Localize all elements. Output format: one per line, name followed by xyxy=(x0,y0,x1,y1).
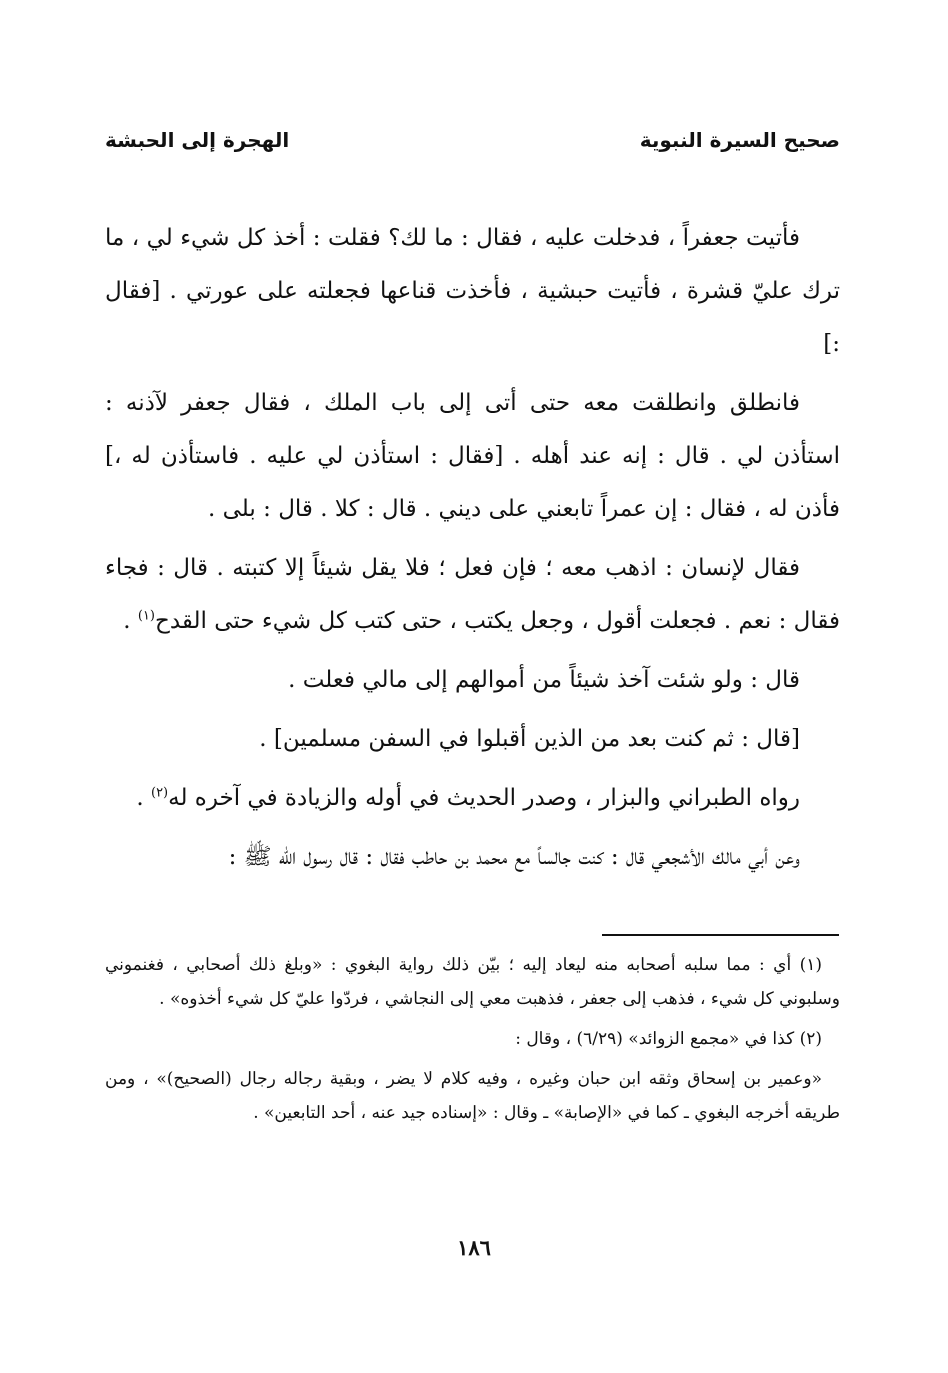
footnote-2-continuation: «وعمير بن إسحاق وثقه ابن حبان وغيره ، وفيه كلام لا يضر ، وبقية رجاله رجال (الصحيح)» ، ومن طريقه أخرجه البغوي ـ كما في «الإصابة» ـ وقال : «إسناده جيد عنه ، أحد التابعين» . xyxy=(105,1069,840,1123)
page-number: ١٨٦ xyxy=(457,1235,491,1260)
running-header xyxy=(105,128,840,168)
paragraph-6-end: . xyxy=(136,785,151,811)
paragraph-5: [قال : ثم كنت بعد من الذين أقبلوا في السفن مسلمين] . xyxy=(259,726,800,752)
footnote-ref-1[interactable]: (١) xyxy=(137,608,155,624)
paragraph-2: فانطلق وانطلقت معه حتى أتى إلى باب الملك ، فقال جعفر لآذنه : استأذن لي . قال : إنه عند أهله . [فقال : استأذن لي عليه . فاستأذن له ،] فأذن له ، فقال : إن عمراً تابعني على ديني . قال : كلا . قال : بلى . xyxy=(105,390,840,522)
paragraph-3-end: . xyxy=(123,608,138,634)
paragraph-3 xyxy=(105,542,840,648)
footnote-separator xyxy=(602,934,839,936)
paragraph-3-text: فقال لإنسان : اذهب معه ؛ فإن فعل ؛ فلا يقل شيئاً إلا كتبته . قال : فجاء فقال : نعم . فجعلت أقول ، وجعل يكتب ، حتى كتب كل شيء حتى القدح xyxy=(105,555,840,634)
book-title: صحيح السيرة النبوية xyxy=(639,128,840,152)
paragraph-1: فأتيت جعفراً ، فدخلت عليه ، فقال : ما لك؟ فقلت : أخذ كل شيء لي ، ما ترك عليّ قشرة ، فأتيت حبشية ، فأخذت قناعها فجعلته على عورتي . [فقال :] xyxy=(105,225,840,357)
paragraph-6-text: رواه الطبراني والبزار ، وصدر الحديث في أوله والزيادة في آخره له xyxy=(168,785,800,811)
footnote-1: (١) أي : مما سلبه أصحابه منه ليعاد إليه ؛ بيّن ذلك رواية البغوي : «وبلغ ذلك أصحابي ، فغنموني وسلبوني كل شيء ، فذهب إلى جعفر ، فذهبت معي إلى النجاشي ، فردّوا عليّ كل شيء أخذوه» . xyxy=(105,955,840,1009)
paragraph-6 xyxy=(105,772,840,825)
paragraph-4: قال : ولو شئت آخذ شيئاً من أموالهم إلى مالي فعلت . xyxy=(288,667,800,693)
footnote-ref-2[interactable]: (٢) xyxy=(150,785,169,801)
main-text xyxy=(105,212,840,884)
footnote-2: (٢) كذا في «مجمع الزوائد» (٦/٢٩) ، وقال : xyxy=(515,1029,822,1049)
footnotes xyxy=(105,948,840,1136)
chapter-title: الهجرة إلى الحبشة xyxy=(105,128,290,152)
paragraph-7: وعن أبي مالك الأشجعي قال : كنت جالساً مع محمد بن حاطب فقال : قال رسول الله ﷺ : xyxy=(228,844,800,870)
